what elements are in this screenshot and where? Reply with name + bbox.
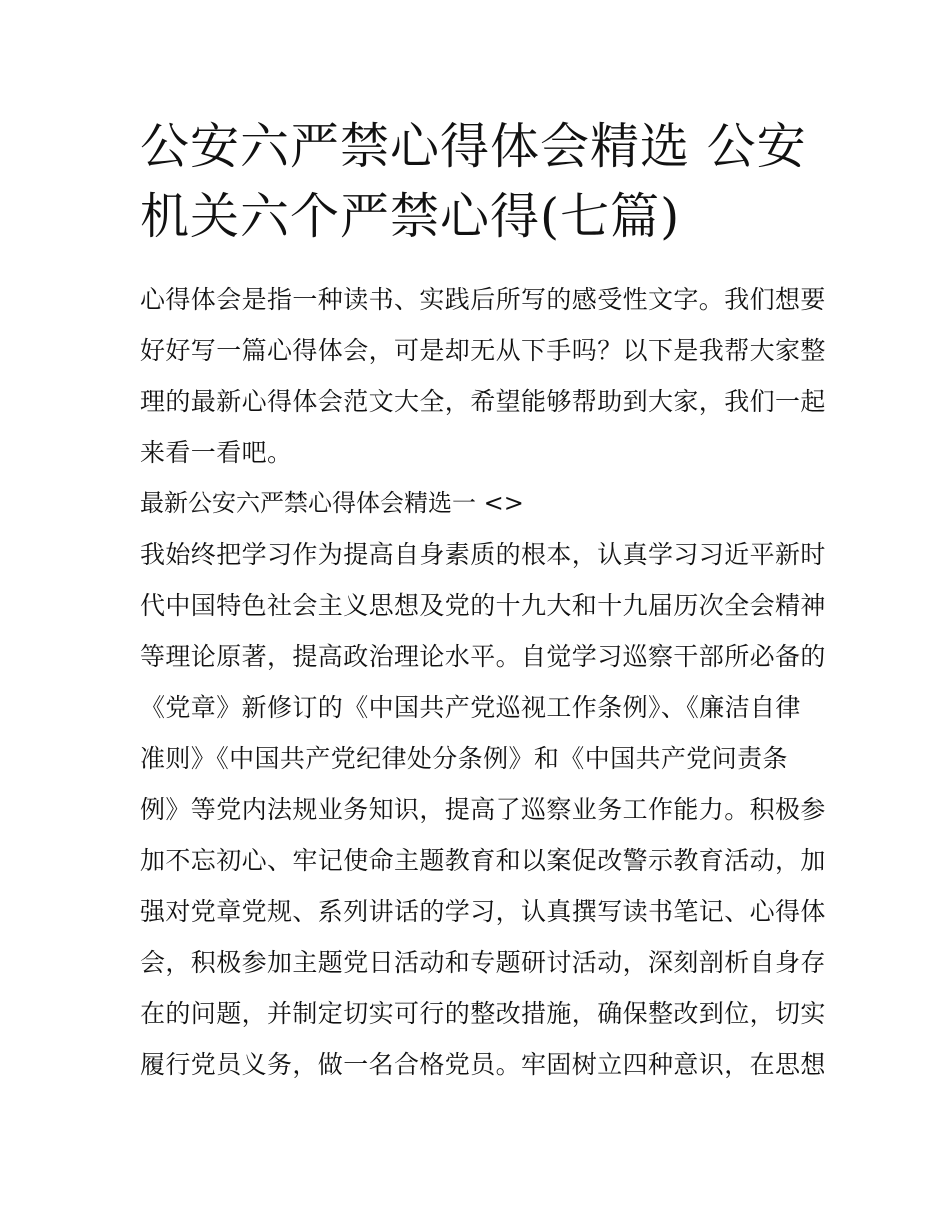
text-line: 好好写一篇心得体会，可是却无从下手吗？以下是我帮大家整 [140,336,826,365]
section-heading: 最新公安六严禁心得体会精选一 <> [140,489,524,517]
text-line: 代中国特色社会主义思想及党的十九大和十九届历次全会精神 [140,591,826,620]
document-title [140,112,816,252]
text-line: 心得体会是指一种读书、实践后所写的感受性文字。我们想要 [140,285,826,314]
body-paragraph [140,529,826,1090]
text-line: 等理论原著，提高政治理论水平。自觉学习巡察干部所必备的 [140,642,826,671]
text-line: 履行党员义务，做一名合格党员。牢固树立四种意识，在思想 [140,1050,826,1079]
text-line: 例》等党内法规业务知识，提高了巡察业务工作能力。积极参 [140,795,826,824]
text-line: 在的问题，并制定切实可行的整改措施，确保整改到位，切实 [140,999,826,1028]
text-line: 准则》《中国共产党纪律处分条例》和《中国共产党问责条 [140,744,788,773]
document-content [140,112,826,1090]
intro-paragraph [140,274,826,478]
text-line: 来看一看吧。 [140,438,293,467]
title-line: 机关六个严禁心得(七篇) [140,188,681,245]
text-line: 理的最新心得体会范文大全，希望能够帮助到大家，我们一起 [140,387,826,416]
text-line: 会，积极参加主题党日活动和专题研讨活动，深刻剖析自身存 [140,948,826,977]
text-line: 强对党章党规、系列讲话的学习，认真撰写读书笔记、心得体 [140,897,826,926]
text-line: 加不忘初心、牢记使命主题教育和以案促改警示教育活动，加 [140,846,826,875]
text-line: 我始终把学习作为提高自身素质的根本，认真学习习近平新时 [140,540,826,569]
text-line: 《党章》新修订的《中国共产党巡视工作条例》、《廉洁自律 [140,693,801,722]
title-line: 公安六严禁心得体会精选 公安 [140,118,807,175]
